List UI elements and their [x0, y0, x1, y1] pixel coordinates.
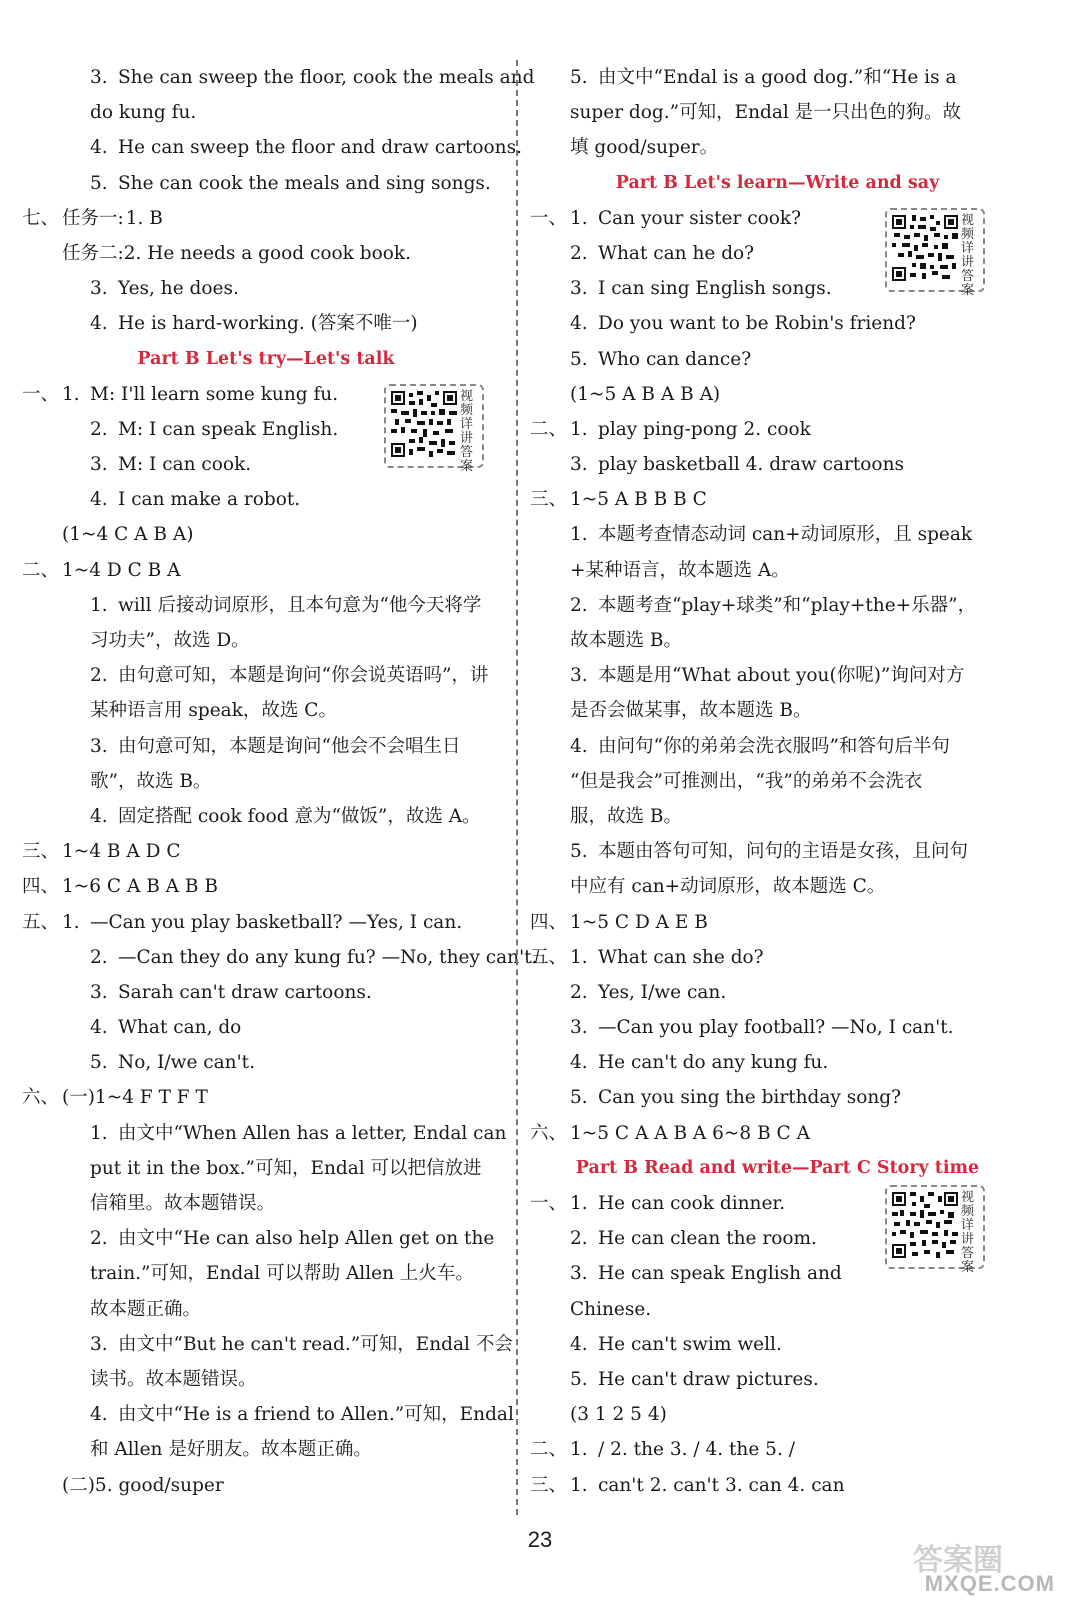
answer-text: —Can they do any kung fu? —No, they can't. — [118, 946, 538, 968]
item-number: 4. — [570, 1052, 588, 1074]
answer-text: 读书。故本题错误。 — [90, 1368, 257, 1390]
answer-text: He can't swim well. — [598, 1333, 782, 1355]
item-number: 1. — [570, 1474, 588, 1496]
answer-line — [22, 799, 510, 834]
answer-line — [530, 1397, 1025, 1432]
answer-text: 某种语言用 speak，故选 C。 — [90, 700, 337, 722]
answer-line — [530, 1010, 1025, 1045]
answer-line — [530, 130, 1025, 165]
answer-line — [530, 447, 1025, 482]
answer-line — [530, 940, 1025, 975]
answer-text: (3 1 2 5 4) — [570, 1404, 667, 1426]
answer-line — [22, 1468, 510, 1503]
answer-line — [530, 799, 1025, 834]
answer-text: (二)5. good/super — [62, 1474, 224, 1496]
answer-line — [530, 95, 1025, 130]
left-column — [22, 60, 538, 1503]
answer-text: —Can you play football? —No, I can't. — [598, 1017, 954, 1039]
answer-line — [22, 764, 510, 799]
answer-line — [22, 1292, 510, 1327]
item-number: 5. — [570, 1368, 588, 1390]
answer-text: 由文中“But he can't read.”可知，Endal 不会 — [118, 1333, 513, 1355]
answer-line — [22, 1151, 510, 1186]
item-number: 3. — [90, 981, 108, 1003]
answer-line — [530, 517, 1025, 552]
answer-line — [22, 1010, 510, 1045]
answer-text: Yes, I/we can. — [598, 981, 727, 1003]
item-number: 3. — [570, 454, 588, 476]
item-number: 2. — [570, 1228, 588, 1250]
answer-text: 故本题正确。 — [90, 1298, 202, 1320]
answer-text: M: I can cook. — [118, 454, 252, 476]
item-number: 2. — [90, 418, 108, 440]
item-number: 1. — [570, 207, 588, 229]
section-number: 七、 — [22, 207, 60, 229]
answer-text: What can he do? — [598, 242, 755, 264]
answer-line — [530, 342, 1025, 377]
answer-text: He can cook dinner. — [598, 1193, 786, 1214]
item-number: 任务一: — [62, 207, 124, 229]
answer-line — [530, 1327, 1025, 1362]
answer-line — [22, 1432, 510, 1467]
answer-text: 固定搭配 cook food 意为“做饭”，故选 A。 — [118, 805, 481, 827]
answer-text: Chinese. — [570, 1298, 652, 1320]
answer-text: He can clean the room. — [598, 1228, 817, 1250]
item-number: 3. — [90, 735, 108, 757]
answer-line — [530, 1116, 1025, 1151]
answer-text: He can't draw pictures. — [598, 1368, 819, 1390]
answer-text: What can, do — [118, 1017, 242, 1039]
qr-code-icon — [391, 391, 457, 457]
answer-text: 任务二:2. He needs a good cook book. — [62, 242, 411, 264]
answer-line — [22, 201, 510, 236]
section-title: Part B Let's learn—Write and say — [615, 172, 940, 193]
item-number: 3. — [570, 1017, 588, 1039]
watermark-title: 答案圈 — [913, 1543, 1003, 1578]
answer-text: He is hard-working. (答案不唯一) — [118, 313, 418, 335]
item-number: 4. — [570, 735, 588, 757]
answer-text: M: I'll learn some kung fu. — [90, 383, 339, 405]
item-number: 5. — [90, 1052, 108, 1074]
item-number: 4. — [90, 313, 108, 335]
answer-text: 由文中“He is a friend to Allen.”可知，Endal — [118, 1404, 514, 1426]
answer-text: +某种语言，故本题选 A。 — [570, 559, 790, 581]
answer-text: Sarah can't draw cartoons. — [118, 981, 372, 1003]
answer-text: 本题由答句可知，问句的主语是女孩，且问句 — [598, 841, 969, 863]
answer-text: 歌”，故选 B。 — [90, 770, 212, 792]
answer-line — [22, 1116, 510, 1151]
qr-code-icon — [892, 215, 958, 281]
item-number: 5. — [90, 172, 108, 194]
item-number: 4. — [90, 805, 108, 827]
answer-line — [530, 729, 1025, 764]
answer-text: “但是我会”可推测出，“我”的弟弟不会洗衣 — [570, 770, 923, 792]
item-number: 1. — [570, 418, 588, 440]
item-number: 3. — [570, 1263, 588, 1285]
qr-code-1[interactable] — [384, 384, 484, 474]
answer-text: She can sweep the floor, cook the meals and — [118, 67, 535, 88]
answer-line — [22, 166, 510, 201]
answer-line — [22, 905, 510, 940]
section-number: 四、 — [530, 911, 568, 933]
section-number: 四、 — [22, 876, 60, 898]
answer-text: 1~5 A B B B C — [570, 489, 707, 511]
answer-text: 服，故选 B。 — [570, 805, 682, 827]
answer-text: 由问句“你的弟弟会洗衣服吗”和答句后半句 — [598, 735, 950, 757]
answer-line — [22, 130, 522, 165]
item-number: 2. — [90, 665, 108, 687]
answer-line — [530, 482, 1025, 517]
answer-line — [530, 1468, 1025, 1503]
answer-text: Can your sister cook? — [598, 207, 801, 229]
item-number: 5. — [570, 348, 588, 370]
answer-line — [22, 834, 510, 869]
answer-text: 1~5 C A A B A 6~8 B C A — [570, 1122, 810, 1144]
answer-text: 1~6 C A B A B B — [62, 876, 218, 898]
answer-text: 习功夫”，故选 D。 — [90, 630, 250, 651]
item-number: 1. — [570, 1439, 588, 1461]
item-number: 3. — [570, 665, 588, 687]
item-number: 3. — [570, 278, 588, 300]
answer-line — [22, 975, 510, 1010]
answer-text: —Can you play basketball? —Yes, I can. — [90, 911, 463, 933]
answer-line — [530, 588, 1025, 623]
answer-line — [22, 1327, 513, 1362]
answer-text: 由文中“When Allen has a letter, Endal can — [118, 1122, 507, 1144]
answer-text: 由句意可知，本题是询问“他会不会唱生日 — [118, 735, 461, 757]
section-number: 三、 — [22, 841, 60, 863]
answer-text: 本题考查情态动词 can+动词原形，且 speak — [598, 524, 973, 546]
answer-text: She can cook the meals and sing songs. — [118, 172, 491, 194]
answer-line — [22, 623, 510, 658]
answer-line — [530, 377, 1025, 412]
section-number: 三、 — [530, 1474, 568, 1496]
watermark-text: MXQE.COM — [924, 1571, 1055, 1596]
item-number: 5. — [570, 67, 588, 88]
item-number: 3. — [90, 1333, 108, 1355]
item-number: 2. — [570, 594, 588, 616]
answer-line — [22, 693, 510, 728]
answer-line — [22, 1362, 510, 1397]
answer-line — [22, 60, 535, 95]
answer-line — [22, 940, 538, 975]
item-number: 3. — [90, 454, 108, 476]
item-number: 4. — [90, 1404, 108, 1426]
watermark-logo — [905, 1535, 1065, 1597]
qr-code-2[interactable] — [885, 208, 985, 298]
answer-text: will 后接动词原形，且本句意为“他今天将学 — [118, 594, 482, 616]
answer-text: 由文中“Endal is a good dog.”和“He is a — [598, 67, 957, 88]
item-number: 3. — [90, 278, 108, 300]
answer-line — [530, 60, 1025, 95]
answer-text: He can't do any kung fu. — [598, 1052, 829, 1074]
item-number: 1. — [570, 524, 588, 546]
item-number: 1. — [570, 1193, 588, 1214]
answer-text: 故本题选 B。 — [570, 630, 682, 651]
answer-line — [22, 1221, 510, 1256]
answer-text: put it in the box.”可知，Endal 可以把信放进 — [90, 1157, 482, 1179]
answer-line — [22, 236, 510, 271]
section-number: 一、 — [530, 1193, 568, 1214]
answer-text: I can make a robot. — [118, 489, 301, 511]
answer-line — [22, 553, 510, 588]
item-number: 2. — [90, 946, 108, 968]
answer-line — [530, 869, 1025, 904]
answer-text: 本题是用“What about you(你呢)”询问对方 — [598, 665, 965, 687]
item-number: 4. — [90, 1017, 108, 1039]
answer-text: can't 2. can't 3. can 4. can — [598, 1474, 845, 1496]
answer-line — [530, 1080, 1025, 1115]
qr-code-3[interactable] — [885, 1185, 985, 1275]
answer-text: 1. B — [125, 207, 163, 229]
item-number: 3. — [90, 67, 108, 88]
answer-line — [22, 1186, 510, 1221]
answer-line — [530, 306, 1025, 341]
item-number: 2. — [570, 242, 588, 264]
answer-text: M: I can speak English. — [118, 418, 339, 440]
section-title: Part B Read and write—Part C Story time — [575, 1157, 980, 1178]
answer-line — [530, 1292, 1025, 1327]
answer-text: Can you sing the birthday song? — [598, 1087, 902, 1109]
answer-text: 填 good/super。 — [570, 137, 719, 159]
answer-line — [22, 1397, 514, 1432]
section-title: Part B Let's try—Let's talk — [137, 348, 395, 369]
answer-text: 1~4 B A D C — [62, 841, 181, 863]
answer-text: Do you want to be Robin's friend? — [598, 313, 916, 335]
answer-text: 本题考查“play+球类”和“play+the+乐器”， — [598, 594, 977, 616]
answer-text: 1~5 C D A E B — [570, 911, 708, 933]
answer-line — [530, 553, 1025, 588]
qr-label: 视频详讲答案 — [961, 1190, 975, 1275]
section-number: 一、 — [530, 207, 568, 229]
answer-text: 中应有 can+动词原形，故本题选 C。 — [570, 876, 886, 898]
item-number: 1. — [62, 911, 80, 933]
answer-line — [530, 834, 1025, 869]
answer-line — [22, 271, 510, 306]
answer-line — [530, 1362, 1025, 1397]
item-number: 4. — [90, 489, 108, 511]
section-number: 二、 — [530, 418, 568, 440]
section-number: 六、 — [22, 1087, 60, 1109]
answer-text: What can she do? — [598, 946, 764, 968]
answer-line — [22, 729, 510, 764]
page-number: 23 — [527, 1527, 553, 1552]
column-divider — [516, 60, 518, 1515]
answer-line — [530, 764, 1025, 799]
answer-line — [22, 1256, 510, 1291]
answer-line — [530, 975, 1025, 1010]
item-number: 1. — [62, 383, 80, 405]
section-number: 一、 — [22, 383, 60, 405]
answer-line — [530, 1045, 1025, 1080]
answer-text: No, I/we can't. — [118, 1052, 255, 1074]
answer-line — [530, 693, 1025, 728]
item-number: 5. — [570, 841, 588, 863]
answer-line — [22, 95, 510, 130]
section-number: 三、 — [530, 489, 568, 511]
section-number: 六、 — [530, 1122, 568, 1144]
item-number: 4. — [90, 137, 108, 159]
answer-line — [530, 905, 1025, 940]
answer-text: He can speak English and — [598, 1263, 842, 1285]
answer-text: train.”可知，Endal 可以帮助 Allen 上火车。 — [90, 1263, 474, 1285]
item-number: 1. — [90, 1122, 108, 1144]
answer-text: do kung fu. — [90, 102, 197, 124]
answer-line — [530, 1432, 1025, 1467]
section-number: 五、 — [22, 911, 60, 933]
answer-text: play basketball 4. draw cartoons — [598, 454, 904, 476]
qr-label: 视频详讲答案 — [961, 213, 975, 298]
answer-text: play ping-pong 2. cook — [598, 418, 811, 440]
section-number: 五、 — [530, 946, 568, 968]
answer-text: (1~5 A B A B A) — [570, 383, 721, 405]
answer-text: 由句意可知，本题是询问“你会说英语吗”，讲 — [118, 665, 489, 687]
answer-line — [22, 482, 510, 517]
answer-line — [22, 517, 510, 552]
item-number: 1. — [90, 594, 108, 616]
answer-text: 是否会做某事，故本题选 B。 — [570, 700, 812, 722]
answer-text: He can sweep the floor and draw cartoons. — [118, 137, 522, 159]
answer-text: / 2. the 3. / 4. the 5. / — [598, 1439, 795, 1461]
answer-line — [22, 588, 510, 623]
answer-line — [22, 658, 510, 693]
item-number: 1. — [570, 946, 588, 968]
item-number: 2. — [570, 981, 588, 1003]
answer-line — [22, 306, 510, 341]
answer-text: (一)1~4 F T F T — [62, 1087, 208, 1109]
section-number: 二、 — [22, 559, 60, 581]
answer-text: super dog.”可知，Endal 是一只出色的狗。故 — [570, 102, 962, 124]
answer-text: 1~4 D C B A — [62, 559, 181, 581]
item-number: 5. — [570, 1087, 588, 1109]
answer-line — [530, 623, 1025, 658]
answer-line — [22, 869, 510, 904]
answer-line — [530, 658, 1025, 693]
section-number: 二、 — [530, 1439, 568, 1461]
item-number: 2. — [90, 1228, 108, 1250]
answer-text: I can sing English songs. — [598, 278, 832, 300]
item-number: 4. — [570, 313, 588, 335]
answer-text: 信箱里。故本题错误。 — [90, 1193, 276, 1214]
answer-text: Yes, he does. — [118, 278, 239, 300]
answer-text: 和 Allen 是好朋友。故本题正确。 — [90, 1439, 372, 1461]
answer-line — [22, 1080, 510, 1115]
answer-text: 由文中“He can also help Allen get on the — [118, 1228, 495, 1250]
answer-line — [22, 1045, 510, 1080]
qr-code-icon — [892, 1192, 958, 1258]
item-number: 4. — [570, 1333, 588, 1355]
qr-label: 视频详讲答案 — [460, 389, 474, 474]
answer-text: (1~4 C A B A) — [62, 524, 194, 546]
answer-line — [530, 412, 1025, 447]
answer-text: Who can dance? — [598, 348, 752, 370]
